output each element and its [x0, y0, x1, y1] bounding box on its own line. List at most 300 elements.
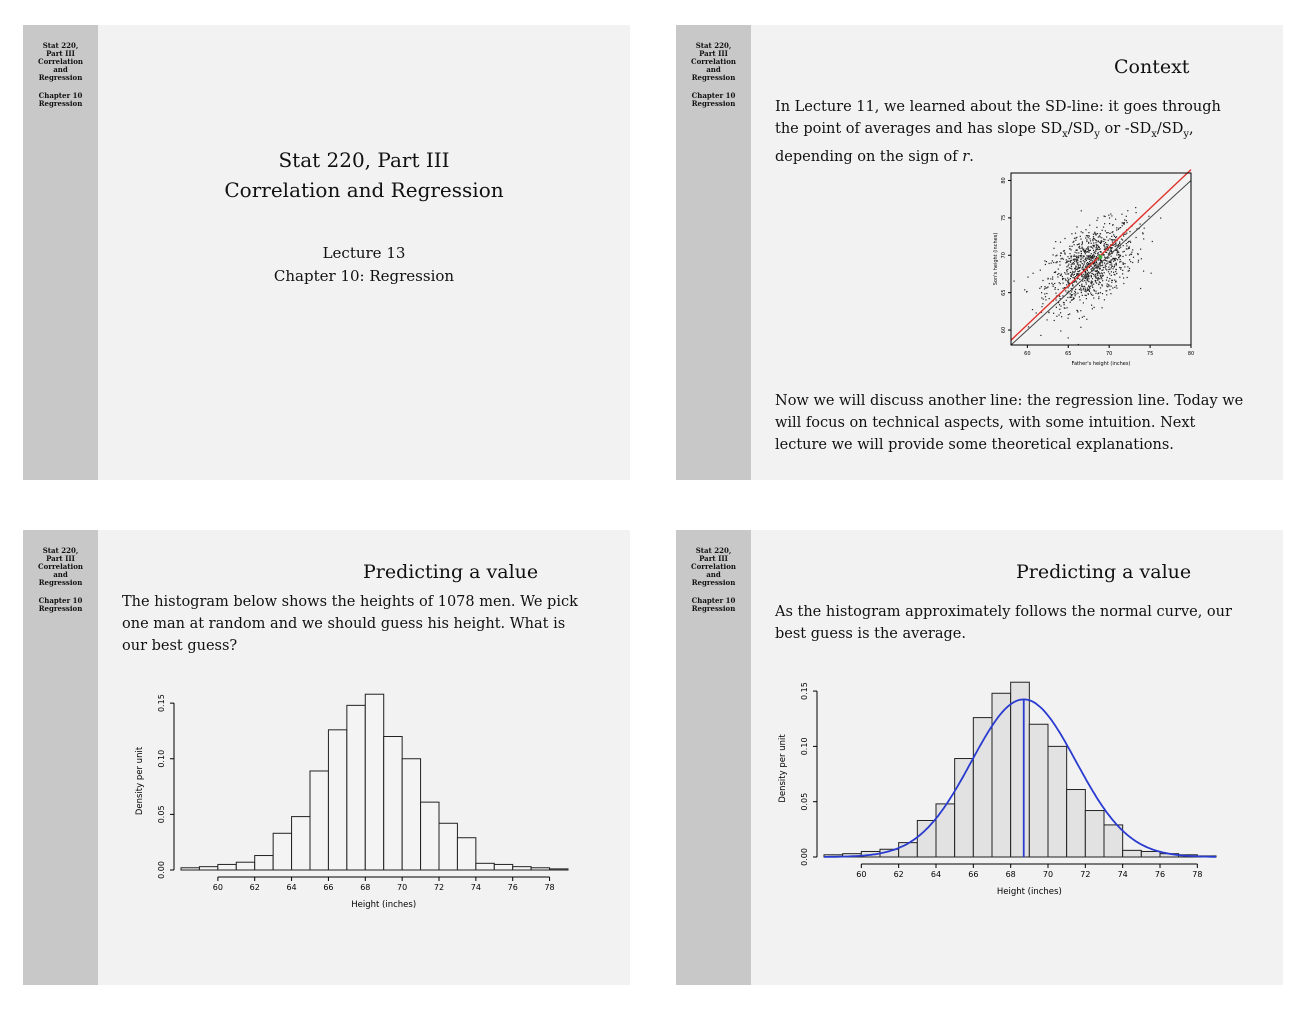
scatter-point [1061, 253, 1062, 254]
scatter-point [1049, 283, 1050, 284]
scatter-point [1095, 271, 1096, 272]
scatter-point [1086, 239, 1087, 240]
scatter-point [1122, 270, 1123, 271]
histogram-bar [1104, 825, 1123, 857]
scatter-point [1113, 234, 1114, 235]
scatter-point [1123, 283, 1124, 284]
scatter-point [1054, 289, 1055, 290]
scatter-point [1091, 273, 1092, 274]
scatter-point [1079, 243, 1080, 244]
scatter-point [1109, 262, 1110, 263]
scatter-point [1082, 281, 1083, 282]
scatter-point [1079, 264, 1080, 265]
x-tick-label: 76 [507, 883, 518, 892]
y-tick-label: 70 [1001, 252, 1007, 259]
scatter-point [1105, 242, 1106, 243]
scatter-point [1114, 258, 1115, 259]
y-tick-label: 0.15 [157, 694, 166, 713]
scatter-point [1095, 253, 1096, 254]
x-tick-label: 70 [397, 883, 408, 892]
scatter-point [1063, 259, 1064, 260]
scatter-point [1083, 277, 1084, 278]
text-line: best guess is the average. [775, 626, 966, 642]
scatter-point [1106, 290, 1107, 291]
scatter-point [1055, 271, 1056, 272]
scatter-point [1095, 281, 1096, 282]
scatter-point [1077, 293, 1078, 294]
x-tick-label: 62 [249, 883, 260, 892]
scatter-point [1069, 313, 1070, 314]
scatter-point [1079, 285, 1080, 286]
histogram-normal-chart [778, 680, 1246, 915]
scatter-point [1074, 254, 1075, 255]
scatter-point [1080, 327, 1081, 328]
scatter-point [1113, 245, 1114, 246]
scatter-point [1120, 261, 1121, 262]
scatter-point [1098, 284, 1099, 285]
scatter-point [1092, 267, 1093, 268]
scatter-point [1126, 216, 1127, 217]
scatter-point [1118, 244, 1119, 245]
scatter-point [1075, 294, 1076, 295]
sidebar-chapter-line: Chapter 10 [38, 596, 83, 605]
scatter-point [1045, 296, 1046, 297]
scatter-point [1116, 236, 1117, 237]
scatter-point [1074, 244, 1075, 245]
scatter-point [1092, 240, 1093, 241]
scatter-point [1070, 272, 1071, 273]
scatter-point [1075, 238, 1076, 239]
sidebar-title-line: Correlation [691, 57, 736, 66]
scatter-point [1127, 248, 1128, 249]
scatter-point [1045, 264, 1046, 265]
scatter-point [1102, 285, 1103, 286]
sidebar-chapter-line: Regression [691, 99, 736, 108]
scatter-point [1088, 246, 1089, 247]
scatter-point [1109, 238, 1110, 239]
text-line: In Lecture 11, we learned about the SD-line: it goes through [775, 99, 1221, 115]
scatter-point [1098, 260, 1099, 261]
sidebar-title-line: Part III [699, 554, 728, 563]
sidebar-title[interactable] [676, 547, 751, 587]
scatter-point [1044, 260, 1045, 261]
scatter-point [1143, 271, 1144, 272]
scatter-point [1060, 258, 1061, 259]
scatter-point [1096, 249, 1097, 250]
scatter-point [1082, 267, 1083, 268]
scatter-point [1119, 228, 1120, 229]
scatter-point [1119, 243, 1120, 244]
scatter-point [1087, 251, 1088, 252]
scatter-point [1085, 274, 1086, 275]
scatter-point [1097, 280, 1098, 281]
scatter-point [1129, 231, 1130, 232]
sidebar-title[interactable] [23, 547, 98, 587]
variable-r: r [962, 148, 970, 165]
scatter-point [1086, 295, 1087, 296]
scatter-point [1108, 215, 1109, 216]
scatter-point [1071, 268, 1072, 269]
histogram-bar [992, 693, 1011, 857]
frame-title: Context [1114, 56, 1190, 78]
scatter-point [1087, 262, 1088, 263]
scatter-point [1068, 337, 1069, 338]
scatter-point [1116, 264, 1117, 265]
scatter-point [1091, 275, 1092, 276]
scatter-point [1096, 227, 1097, 228]
scatter-point [1073, 259, 1074, 260]
presentation-subtitle [98, 242, 630, 288]
x-tick-label: 64 [286, 883, 297, 892]
scatter-point [1074, 238, 1075, 239]
scatter-point [1096, 262, 1097, 263]
scatter-point [1081, 248, 1082, 249]
scatter-point [1111, 271, 1112, 272]
histogram-bar [1011, 682, 1030, 857]
scatter-point [1083, 289, 1084, 290]
scatter-point [1090, 240, 1091, 241]
scatter-point [1115, 219, 1116, 220]
scatter-point [1107, 263, 1108, 264]
scatter-point [1103, 267, 1104, 268]
scatter-point [1141, 258, 1142, 259]
scatter-point [1071, 264, 1072, 265]
scatter-point [1060, 312, 1061, 313]
sidebar-title-line: Part III [699, 49, 728, 58]
scatter-point [1124, 251, 1125, 252]
scatter-point [1084, 263, 1085, 264]
scatter-point [1095, 251, 1096, 252]
scatter-point [1060, 283, 1061, 284]
scatter-point [1104, 239, 1105, 240]
histogram-bar [457, 838, 475, 870]
scatter-point [1115, 269, 1116, 270]
scatter-point [1064, 304, 1065, 305]
scatter-point [1116, 273, 1117, 274]
scatter-point [1097, 217, 1098, 218]
scatter-point [1098, 298, 1099, 299]
scatter-point [1074, 293, 1075, 294]
scatter-point [1069, 258, 1070, 259]
scatter-point [1105, 230, 1106, 231]
scatter-point [1107, 277, 1108, 278]
scatter-point [1093, 242, 1094, 243]
scatter-point [1065, 279, 1066, 280]
scatter-point [1045, 299, 1046, 300]
scatter-point [1122, 256, 1123, 257]
scatter-point [1079, 268, 1080, 269]
lecture-label: Lecture 13 [322, 244, 406, 262]
scatter-point [1097, 255, 1098, 256]
scatter-point [1129, 248, 1130, 249]
subscript: y [1183, 128, 1189, 140]
title-line-1: Stat 220, Part III [278, 148, 450, 172]
scatter-point [1103, 227, 1104, 228]
scatter-point [1083, 260, 1084, 261]
sidebar-chapter-link[interactable] [676, 597, 751, 613]
scatter-point [1120, 269, 1121, 270]
scatter-point [1103, 254, 1104, 255]
scatter-point [1097, 273, 1098, 274]
scatter-point [1107, 286, 1108, 287]
scatter-point [1112, 247, 1113, 248]
scatter-point [1116, 288, 1117, 289]
scatter-point [1064, 272, 1065, 273]
scatter-point [1114, 244, 1115, 245]
scatter-point [1108, 254, 1109, 255]
scatter-point [1044, 293, 1045, 294]
scatter-point [1079, 279, 1080, 280]
scatter-point [1089, 288, 1090, 289]
histogram-bar [936, 804, 955, 857]
frame-title: Predicting a value [363, 561, 539, 583]
scatter-point [1104, 257, 1105, 258]
sidebar-title-line: Regression [38, 578, 83, 587]
scatter-point [1088, 276, 1089, 277]
scatter-point [1104, 272, 1105, 273]
scatter-point [1079, 296, 1080, 297]
scatter-point [1077, 259, 1078, 260]
scatter-point [1051, 263, 1052, 264]
scatter-point [1117, 251, 1118, 252]
scatter-point [1096, 234, 1097, 235]
scatter-point [1050, 278, 1051, 279]
scatter-point [1095, 275, 1096, 276]
scatter-point [1088, 289, 1089, 290]
scatter-point [1066, 270, 1067, 271]
scatter-point [1058, 273, 1059, 274]
scatter-point [1070, 296, 1071, 297]
scatter-point [1084, 291, 1085, 292]
scatter-point [1073, 275, 1074, 276]
sidebar-title-line: and [706, 65, 721, 74]
scatter-point [1092, 248, 1093, 249]
scatter-point [1073, 262, 1074, 263]
scatter-point [1112, 241, 1113, 242]
scatter-point [1063, 251, 1064, 252]
scatter-point [1111, 264, 1112, 265]
text-span: /SD [1156, 121, 1184, 137]
scatter-point [1101, 284, 1102, 285]
scatter-point [1112, 259, 1113, 260]
scatter-point [1122, 239, 1123, 240]
scatter-point [1151, 273, 1152, 274]
scatter-point [1054, 283, 1055, 284]
scatter-point [1079, 318, 1080, 319]
scatter-point [1086, 291, 1087, 292]
scatter-point [1069, 253, 1070, 254]
scatter-point [1109, 269, 1110, 270]
scatter-point [1086, 248, 1087, 249]
scatter-point [1088, 237, 1089, 238]
scatter-point [1053, 254, 1054, 255]
scatter-point [1109, 233, 1110, 234]
scatter-point [1071, 257, 1072, 258]
scatter-point [1128, 271, 1129, 272]
sidebar-title[interactable] [676, 42, 751, 82]
scatter-point [1115, 244, 1116, 245]
scatter-point [1055, 293, 1056, 294]
sidebar-title[interactable] [23, 42, 98, 82]
scatter-point [1060, 255, 1061, 256]
scatter-point [1096, 247, 1097, 248]
scatter-point [1107, 250, 1108, 251]
scatter-point [1104, 299, 1105, 300]
scatter-point [1101, 272, 1102, 273]
scatter-point [1102, 265, 1103, 266]
scatter-point [1088, 248, 1089, 249]
scatter-point [1049, 298, 1050, 299]
y-tick-label: 0.10 [157, 749, 166, 768]
scatter-point [1059, 282, 1060, 283]
scatter-point [1093, 284, 1094, 285]
scatter-point [1108, 267, 1109, 268]
text-line-slope [775, 118, 1275, 146]
scatter-point [1067, 261, 1068, 262]
histogram-bar [347, 705, 365, 870]
histogram-bar [181, 868, 199, 870]
scatter-point [1109, 273, 1110, 274]
scatter-point [1111, 275, 1112, 276]
scatter-point [1124, 224, 1125, 225]
scatter-point [1052, 276, 1053, 277]
sidebar-chapter-line: Regression [691, 604, 736, 613]
sidebar-title-line: Stat 220, [695, 41, 732, 50]
scatter-point [1091, 281, 1092, 282]
histogram-bar [384, 737, 402, 871]
scatter-point [1084, 316, 1085, 317]
scatter-point [1116, 254, 1117, 255]
scatter-point [1071, 291, 1072, 292]
x-tick-label: 74 [1117, 870, 1128, 879]
scatter-point [1078, 273, 1079, 274]
scatter-point [1136, 212, 1137, 213]
scatter-point [1041, 297, 1042, 298]
scatter-point [1076, 256, 1077, 257]
scatter-point [1073, 297, 1074, 298]
scatter-point [1075, 268, 1076, 269]
sd-line [1011, 170, 1191, 341]
scatter-point [1098, 254, 1099, 255]
scatter-point [1072, 271, 1073, 272]
scatter-point [1143, 233, 1144, 234]
histogram-bar [310, 771, 328, 870]
scatter-point [1053, 313, 1054, 314]
scatter-point [1129, 246, 1130, 247]
scatter-point [1080, 239, 1081, 240]
scatter-point [1056, 300, 1057, 301]
scatter-point [1113, 239, 1114, 240]
scatter-point [1070, 302, 1071, 303]
scatter-point [1089, 238, 1090, 239]
scatter-point [1093, 289, 1094, 290]
histogram-bar [917, 820, 936, 857]
scatter-point [1074, 263, 1075, 264]
scatter-point [1106, 263, 1107, 264]
histogram-bar [1048, 746, 1067, 857]
scatter-point [1027, 277, 1028, 278]
scatter-point [1100, 287, 1101, 288]
scatter-point [1074, 274, 1075, 275]
scatter-point [1063, 288, 1064, 289]
y-tick-label: 80 [1001, 177, 1007, 184]
scatter-point [1144, 228, 1145, 229]
scatter-point [1124, 219, 1125, 220]
scatter-point [1059, 314, 1060, 315]
scatter-point [1092, 285, 1093, 286]
sidebar-title-line: Correlation [38, 57, 83, 66]
x-tick-label: 62 [893, 870, 904, 879]
scatter-point [1092, 287, 1093, 288]
scatter-point [1098, 296, 1099, 297]
scatter-point [1113, 272, 1114, 273]
x-tick-label: 60 [212, 883, 223, 892]
scatter-point [1091, 282, 1092, 283]
scatter-point [1051, 283, 1052, 284]
scatter-point [1076, 260, 1077, 261]
scatter-point [1098, 277, 1099, 278]
scatter-point [1068, 282, 1069, 283]
scatter-point [1014, 281, 1015, 282]
scatter-point [1068, 265, 1069, 266]
scatter-point [1105, 268, 1106, 269]
y-tick-label: 0.05 [800, 792, 809, 811]
scatter-point [1099, 278, 1100, 279]
scatter-point [1085, 250, 1086, 251]
scatter-point [1044, 286, 1045, 287]
scatter-point [1076, 261, 1077, 262]
text-line: Now we will discuss another line: the regression line. Today we [775, 393, 1244, 409]
scatter-point [1044, 288, 1045, 289]
sidebar-title-line: Regression [691, 578, 736, 587]
scatter-point [1099, 281, 1100, 282]
sidebar-chapter-link[interactable] [23, 597, 98, 613]
scatter-point [1095, 277, 1096, 278]
scatter-point [1113, 268, 1114, 269]
scatter-point [1104, 249, 1105, 250]
scatter-point [1074, 259, 1075, 260]
scatter-point [1057, 276, 1058, 277]
sidebar-title-line: Correlation [38, 562, 83, 571]
scatter-point [1104, 263, 1105, 264]
scatter-point [1103, 269, 1104, 270]
scatter-point [1072, 273, 1073, 274]
scatter-point [1084, 250, 1085, 251]
histogram-bar [218, 864, 236, 870]
sidebar-nav [676, 530, 751, 985]
scatter-point [1085, 288, 1086, 289]
sidebar-chapter-link[interactable] [676, 92, 751, 108]
scatter-point [1099, 242, 1100, 243]
scatter-point [1109, 289, 1110, 290]
scatter-point [1082, 232, 1083, 233]
scatter-point [1062, 295, 1063, 296]
scatter-point [1112, 287, 1113, 288]
scatter-point [1094, 238, 1095, 239]
sidebar-nav [676, 25, 751, 480]
scatter-point [1133, 257, 1134, 258]
histogram-bar [550, 869, 568, 870]
scatter-point [1067, 271, 1068, 272]
sidebar-chapter-link[interactable] [23, 92, 98, 108]
scatter-point [1068, 283, 1069, 284]
scatter-point [1114, 266, 1115, 267]
scatter-point [1126, 233, 1127, 234]
chapter-label: Chapter 10: Regression [273, 267, 455, 285]
scatter-point [1082, 257, 1083, 258]
scatter-point [1065, 290, 1066, 291]
scatter-point [1068, 318, 1069, 319]
